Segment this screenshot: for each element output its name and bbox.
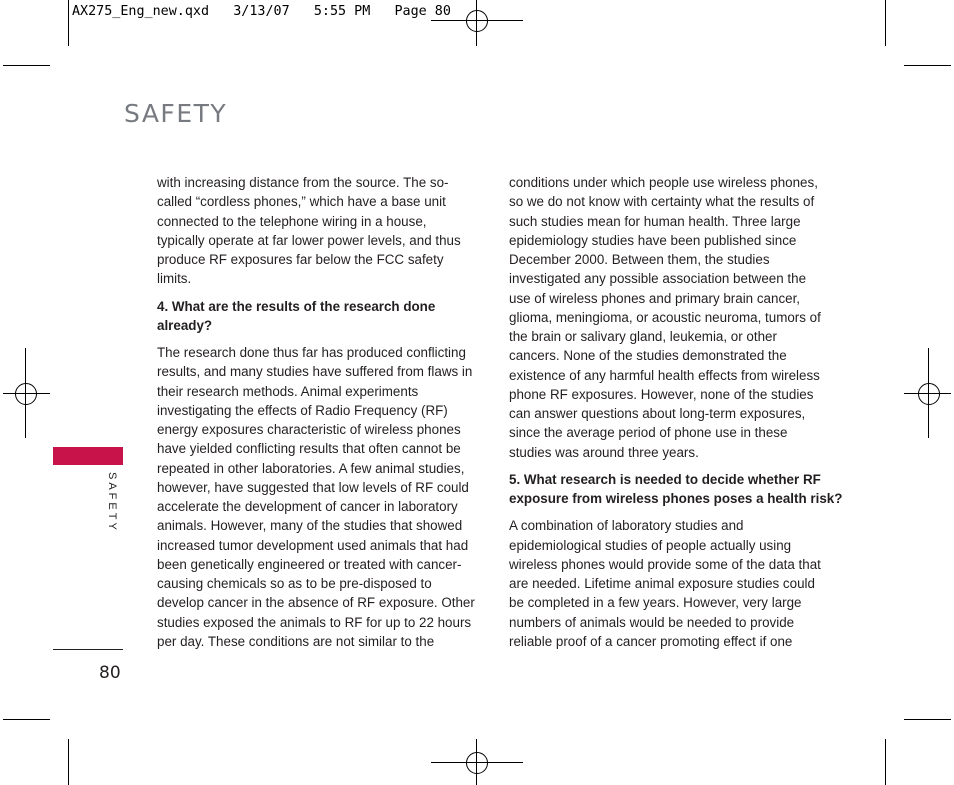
text-line: cancers. None of the studies demonstrated the xyxy=(509,348,787,364)
text-line: are needed. Lifetime animal exposure studies could xyxy=(509,576,815,591)
right-text-column xyxy=(509,173,843,659)
text-line: A combination of laboratory studies and xyxy=(509,518,744,534)
text-line: energy exposures characteristic of wireless phones xyxy=(157,422,461,437)
text-line: epidemiology studies have been published since xyxy=(509,232,797,248)
section-title: SAFETY xyxy=(124,99,228,128)
body-paragraph xyxy=(157,173,479,289)
section-tab-bar xyxy=(53,447,123,465)
crop-mark xyxy=(68,739,69,785)
text-line: animals. However, many of the studies that showed xyxy=(157,518,463,534)
text-line: have yielded conflicting results that often cannot be xyxy=(157,441,461,457)
registration-circle xyxy=(918,383,940,405)
crop-mark xyxy=(885,0,886,46)
crop-mark xyxy=(3,719,50,720)
left-text-column xyxy=(157,173,479,659)
text-line: results, and many studies have suffered from flaws in xyxy=(157,364,473,380)
text-line: studies exposed the animals to RF for up to 22 hours xyxy=(157,614,472,630)
text-line: so we do not know with certainty what the results of xyxy=(509,194,815,210)
section-heading xyxy=(157,297,479,336)
text-line: use of wireless phones and primary brain cancer, xyxy=(509,290,801,306)
text-line: investigating the effects of Radio Frequency (RF) xyxy=(157,402,448,418)
text-line: epidemiological studies of people actually using xyxy=(509,537,792,553)
text-line: glioma, meningioma, or acoustic neuroma, tumors of xyxy=(509,309,821,325)
body-paragraph xyxy=(157,343,479,651)
text-line: produce RF exposures far below the FCC safety xyxy=(157,252,444,267)
text-line: studies was around three years. xyxy=(509,444,699,460)
text-line: existence of any harmful health effects from wireless xyxy=(509,367,820,383)
text-line: their research methods. Animal experiments xyxy=(157,383,419,399)
text-line: however, have suggested that low levels of RF could xyxy=(157,479,469,495)
side-tab-label: SAFETY xyxy=(106,472,118,533)
text-line: be completed in a few years. However, very large xyxy=(509,595,802,611)
text-line: per day. These conditions are not similar to the xyxy=(157,633,435,649)
text-line: 4. What are the results of the research done xyxy=(157,298,436,314)
text-line: December 2000. Between them, the studies xyxy=(509,252,770,267)
text-line: limits. xyxy=(157,271,192,287)
text-line: 5. What research is needed to decide whether RF xyxy=(509,471,821,487)
text-line: increased tumor development used animals that had xyxy=(157,537,469,553)
page-number: 80 xyxy=(99,663,121,683)
text-line: since the average period of phone use in these xyxy=(509,425,788,441)
crop-mark xyxy=(68,0,69,46)
crop-mark xyxy=(904,719,951,720)
text-line: accelerate the development of cancer in laboratory xyxy=(157,499,458,514)
text-line: called “cordless phones,” which have a base unit xyxy=(157,194,446,210)
text-line: conditions under which people use wireless phones, xyxy=(509,175,818,190)
print-slug: AX275_Eng_new.qxd 3/13/07 5:55 PM Page 80 xyxy=(72,4,451,19)
page-number-rule xyxy=(53,649,123,650)
text-line: typically operate at far lower power levels, and thus xyxy=(157,232,461,248)
crop-mark xyxy=(3,65,50,66)
text-line: been genetically engineered or treated with cancer- xyxy=(157,556,462,572)
text-line: wireless phones would provide some of the data that xyxy=(509,556,821,572)
text-line: investigated any possible association between the xyxy=(509,271,807,287)
text-line: phone RF exposures. However, none of the studies xyxy=(509,386,814,402)
text-line: reliable proof of a cancer promoting effect if one xyxy=(509,633,793,649)
text-line: exposure from wireless phones poses a health risk? xyxy=(509,491,843,506)
text-line: the brain or salivary gland, leukemia, or other xyxy=(509,329,777,344)
text-line: The research done thus far has produced conflicting xyxy=(157,345,466,360)
text-line: repeated in other laboratories. A few animal studies, xyxy=(157,460,465,476)
text-line: can answer questions about long-term exposures, xyxy=(509,406,806,421)
registration-circle xyxy=(15,383,37,405)
text-line: develop cancer in the absence of RF exposure. Other xyxy=(157,595,475,611)
crop-mark xyxy=(885,739,886,785)
registration-circle xyxy=(466,10,488,32)
crop-mark xyxy=(904,65,951,66)
text-line: connected to the telephone wiring in a house, xyxy=(157,213,427,229)
body-paragraph xyxy=(509,173,831,462)
registration-circle xyxy=(466,752,488,774)
text-line: with increasing distance from the source. The so- xyxy=(157,175,449,190)
text-line: such studies mean for human health. Three large xyxy=(509,213,801,229)
section-heading xyxy=(509,470,843,509)
text-line: causing chemicals so as to be pre-disposed to xyxy=(157,576,432,591)
text-line: numbers of animals would be needed to provide xyxy=(509,614,795,630)
body-paragraph xyxy=(509,516,831,651)
text-line: already? xyxy=(157,317,213,333)
